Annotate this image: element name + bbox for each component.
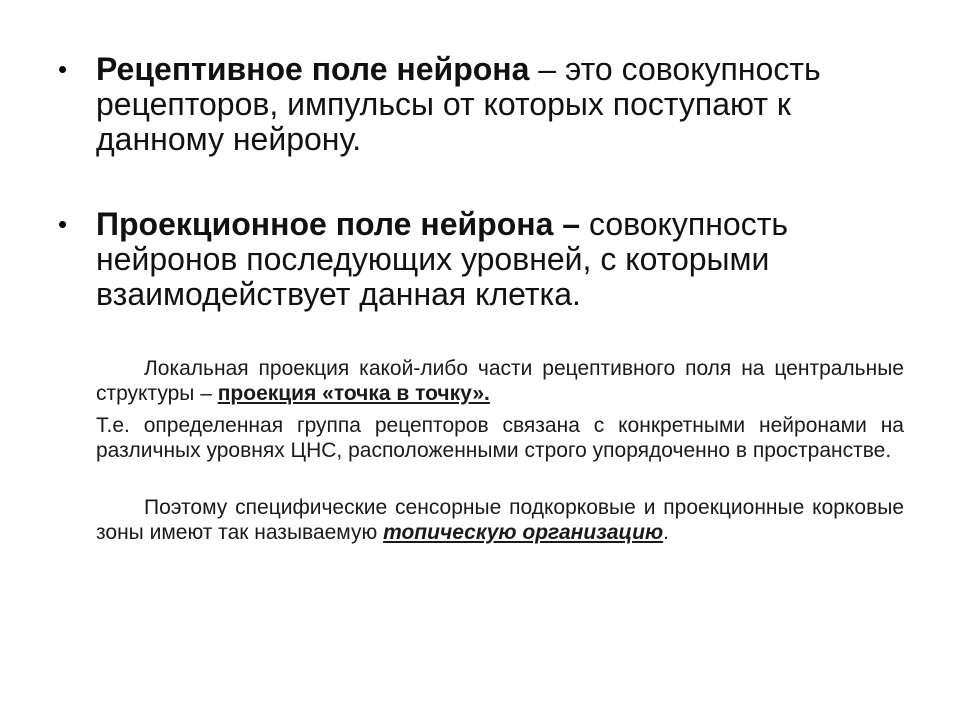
paragraph-topical-organization [96,495,904,545]
emphasis-topical-organization: топическую организацию [383,521,664,544]
emphasis-point-to-point: проекция «точка в точку». [217,382,490,405]
paragraph-text: Локальная проекция какой-либо части рецептивного поля на центральные структуры – [96,357,904,405]
definition-receptive-field: – это совокупность рецепторов, импульсы от которых поступают к данному нейрону. [96,51,821,157]
paragraph-end: . [663,521,669,544]
bullet-icon: • [58,209,68,239]
paragraph-text: Т.е. определенная группа рецепторов связана с конкретными нейронами на различных уровнях ЦНС, расположенными строго упорядоченно в пространстве. [96,414,904,462]
bullet-text [96,52,916,157]
paragraph-local-projection [96,356,904,406]
bullet-text [96,207,916,312]
paragraph-receptor-group [96,413,904,463]
term-projection-field: Проекционное поле нейрона – [96,206,581,242]
definition-projection-field: совокупность нейронов последующих уровней, с которыми взаимодействует данная клетка. [96,206,789,312]
term-receptive-field: Рецептивное поле нейрона [96,51,530,87]
bullet-icon: • [58,54,68,84]
paragraph-text: Поэтому специфические сенсорные подкорковые и проекционные корковые зоны имеют так называемую [96,496,904,544]
